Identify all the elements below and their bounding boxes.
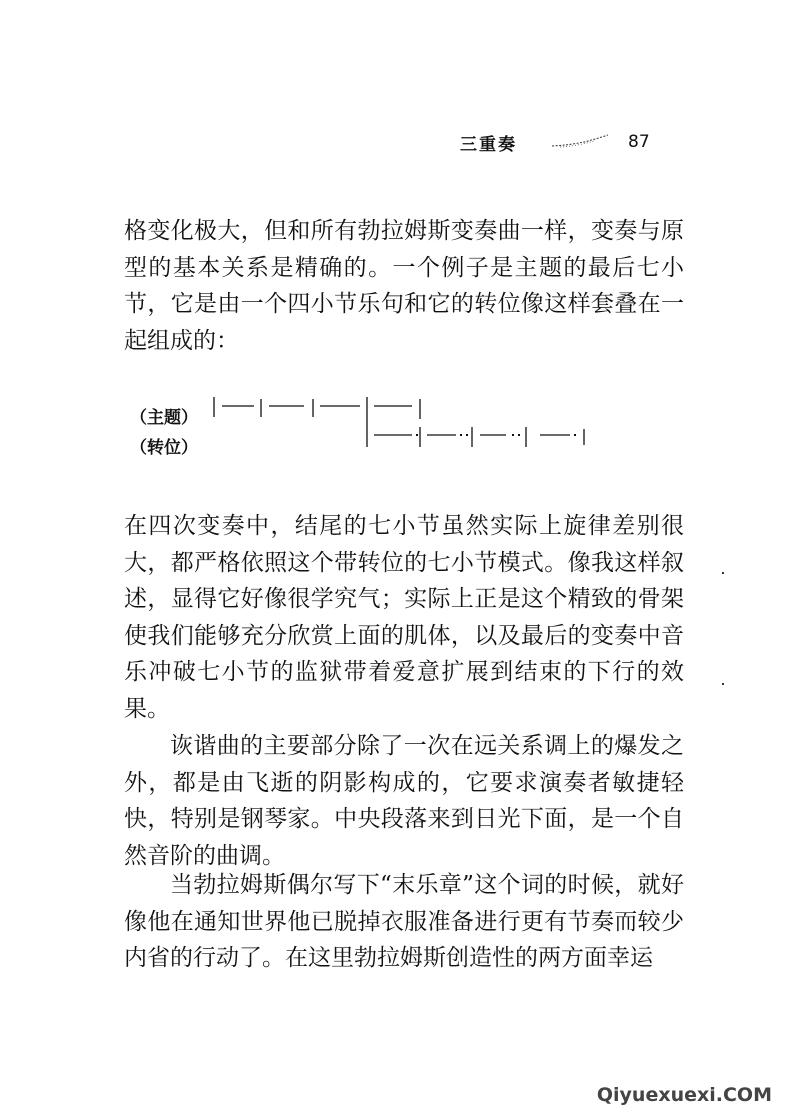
tick-mark xyxy=(574,434,576,436)
tick-mark xyxy=(512,434,514,436)
scan-speck xyxy=(722,572,724,574)
tick-mark xyxy=(518,434,520,436)
watermark-text: Qiyuexuexi.COM xyxy=(596,1084,772,1106)
label-theme: （主题） xyxy=(130,408,198,428)
paragraph-3: 诙谐曲的主要部分除了一次在远关系调上的爆发之外，都是由飞逝的阴影构成的，它要求演奏者敏捷轻快，特别是钢琴家。中央段落来到日光下面，是一个自然音阶的曲调。 xyxy=(124,733,684,869)
paragraph-2: 在四次变奏中，结尾的七小节虽然实际上旋律差别很大，都严格依照这个带转位的七小节模式。像我这样叙述，显得它好像很学究气；实际上正是这个精致的骨架使我们能够充分欣赏上面的肌体，以及最后的变奏中音乐冲破七小节的监狱带着爱意扩展到结束的下行的效果。 xyxy=(124,513,684,722)
phrase-diagram xyxy=(130,395,610,465)
tick-mark xyxy=(466,434,468,436)
running-header xyxy=(460,130,680,160)
running-title: 三重奏 xyxy=(460,135,517,155)
site-watermark xyxy=(597,1084,772,1106)
header-ornament xyxy=(550,134,612,148)
tick-mark xyxy=(460,434,462,436)
phrase-bars xyxy=(130,395,610,465)
paragraph-4: 当勃拉姆斯偶尔写下“末乐章”这个词的时候，就好像他在通知世界他已脱掉衣服准备进行更有节奏而较少内省的行动了。在这里勃拉姆斯创造性的两方面幸运 xyxy=(124,872,684,972)
paragraph-1: 格变化极大，但和所有勃拉姆斯变奏曲一样，变奏与原型的基本关系是精确的。一个例子是主题的最后七小节，它是由一个四小节乐句和它的转位像这样套叠在一起组成的： xyxy=(124,218,684,354)
page-number: 87 xyxy=(628,132,650,152)
scan-speck xyxy=(722,683,724,685)
tick-mark xyxy=(416,434,418,436)
label-inversion: （转位） xyxy=(130,438,198,458)
